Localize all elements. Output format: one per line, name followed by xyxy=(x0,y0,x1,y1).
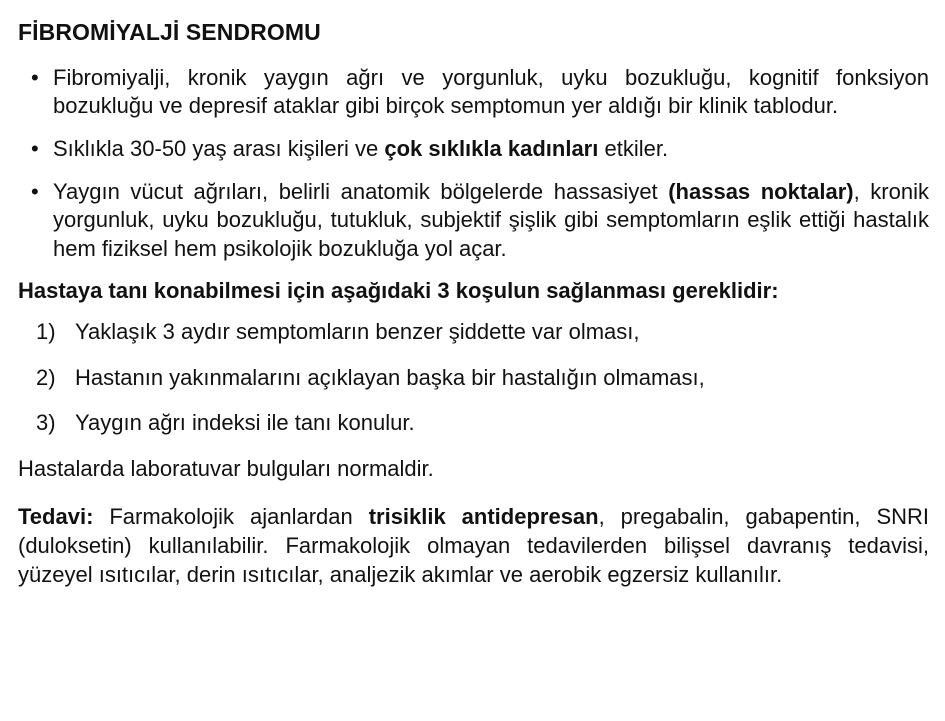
criteria-item xyxy=(18,364,929,393)
bullet-marker: • xyxy=(31,178,39,204)
criteria-text: Yaklaşık 3 aydır semptomların benzer şiddette var olması, xyxy=(75,319,640,345)
diagnosis-criteria-list xyxy=(18,318,929,438)
criteria-number: 2) xyxy=(36,364,56,390)
treatment-paragraph xyxy=(18,503,929,589)
bullet-marker: • xyxy=(31,64,39,90)
criteria-number: 1) xyxy=(36,319,56,345)
bullet-item-symptoms xyxy=(18,178,929,264)
treatment-text: , pregabalin, gabapentin, SNRI (duloksetin) kullanılabilir. Farmakolojik olmayan tedavilerden bilişsel davranış tedavisi, yüzeyel ısıtıcılar, derin ısıtıcılar, analjezik akımlar ve aerobik egzersiz kullanılır. xyxy=(18,504,930,587)
treatment-label: Tedavi: xyxy=(18,504,94,530)
lab-findings-note: Hastalarda laboratuvar bulguları normaldir. xyxy=(18,455,434,481)
criteria-number: 3) xyxy=(36,410,56,436)
criteria-text: Yaygın ağrı indeksi ile tanı konulur. xyxy=(75,410,415,436)
overview-bullet-list xyxy=(18,64,929,264)
bullet-item-prevalence xyxy=(18,135,929,164)
bullet-text: Sıklıkla 30-50 yaş arası kişileri ve xyxy=(53,136,385,162)
bullet-text: etkiler. xyxy=(598,136,669,162)
treatment-text: Farmakolojik ajanlardan xyxy=(93,504,369,530)
criteria-item xyxy=(18,318,929,347)
diagnosis-criteria-heading: Hastaya tanı konabilmesi için aşağıdaki 3 koşulun sağlanması gereklidir: xyxy=(18,278,779,304)
bullet-text: , kronik yorgunluk, uyku bozukluğu, tutukluk, subjektif şişlik gibi semptomların eşlik ettiği hastalık hem fiziksel hem psikolojik bozukluğa yol açar. xyxy=(53,178,929,261)
bullet-text: Fibromiyalji, kronik yaygın ağrı ve yorgunluk, uyku bozukluğu, kognitif fonksiyon bozukluğu ve depresif ataklar gibi birçok semptomun yer aldığı bir klinik tablodur. xyxy=(53,64,929,119)
bullet-emphasis: çok sıklıkla kadınları xyxy=(384,136,599,162)
bullet-emphasis: (hassas noktalar) xyxy=(668,178,854,204)
criteria-item xyxy=(18,409,929,438)
treatment-drug-emphasis: trisiklik antidepresan xyxy=(368,504,599,530)
bullet-item-definition xyxy=(18,64,929,121)
criteria-text: Hastanın yakınmalarını açıklayan başka bir hastalığın olmaması, xyxy=(75,364,705,390)
document-title: FİBROMİYALJİ SENDROMU xyxy=(18,19,321,45)
bullet-marker: • xyxy=(31,136,39,162)
bullet-text: Yaygın vücut ağrıları, belirli anatomik bölgelerde hassasiyet xyxy=(53,178,669,204)
